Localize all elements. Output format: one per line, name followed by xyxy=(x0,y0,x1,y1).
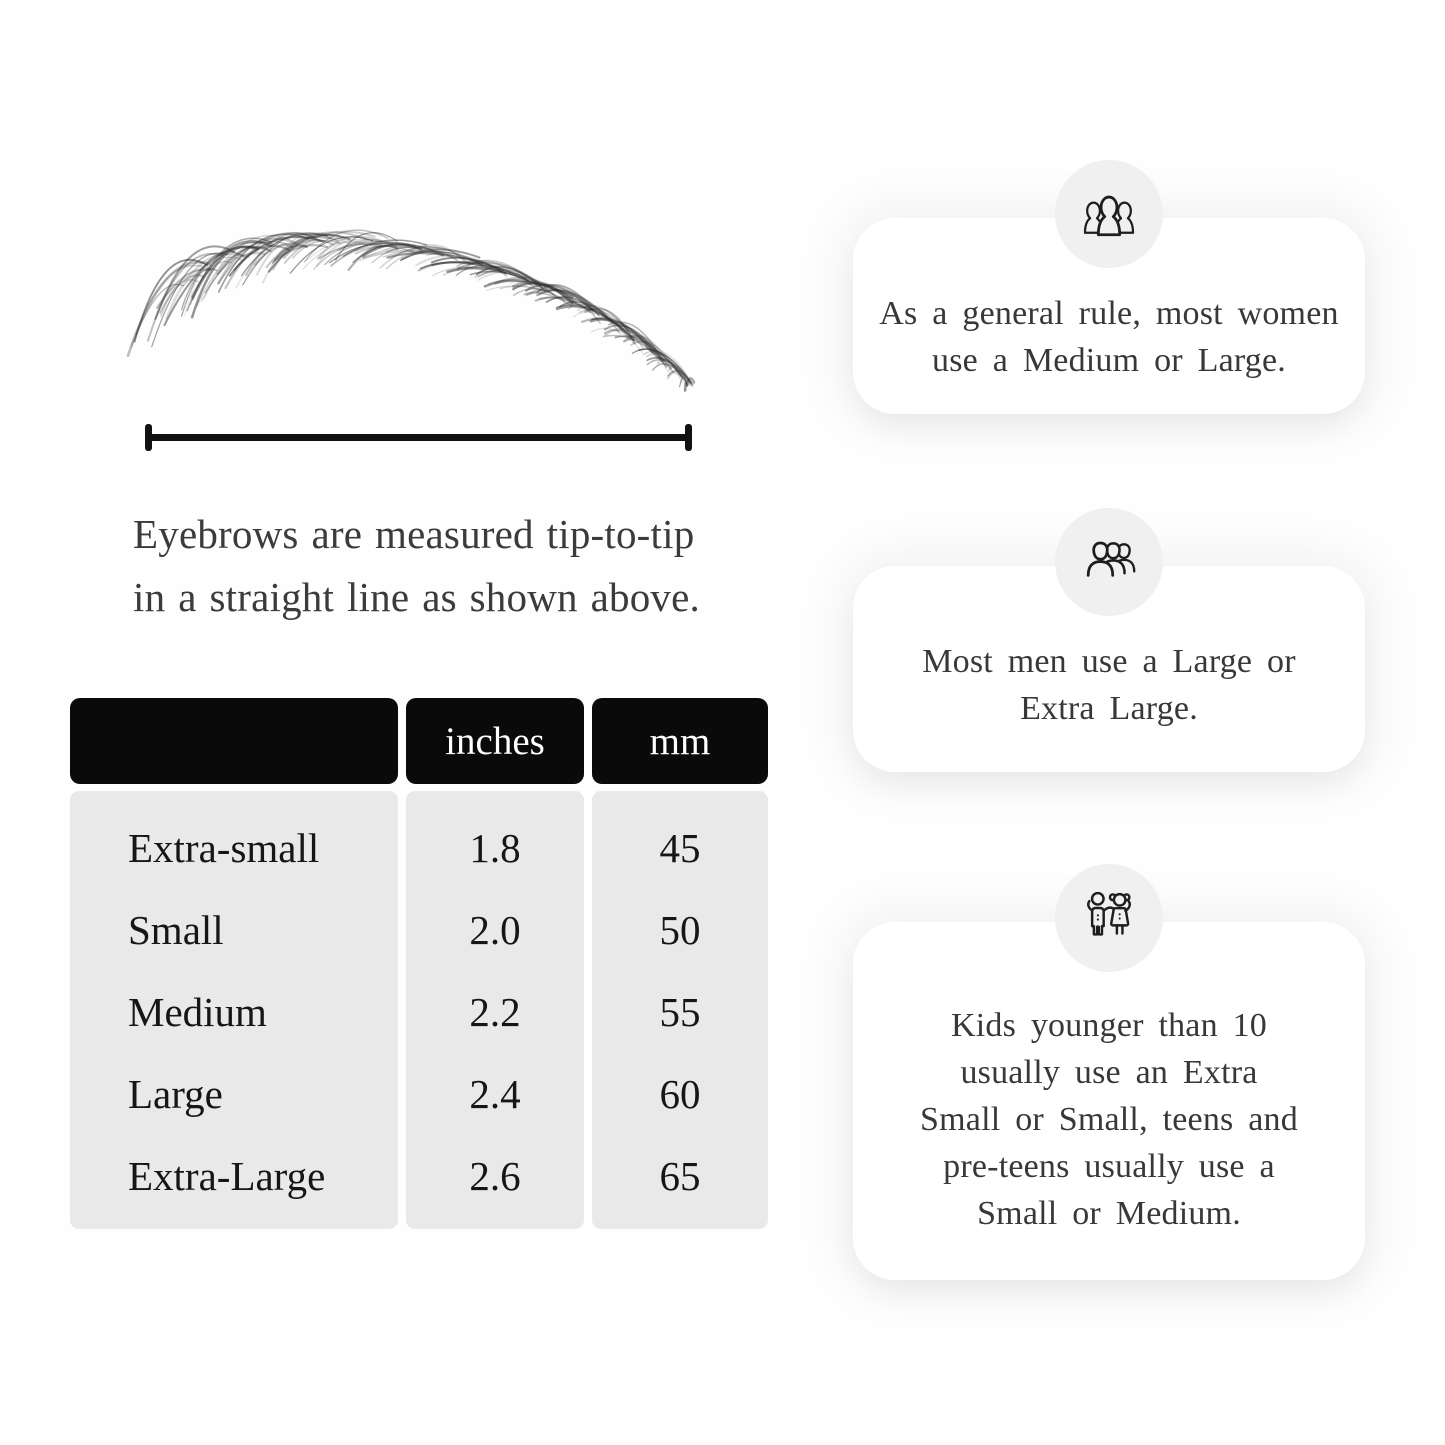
inches-value: 2.6 xyxy=(469,1153,521,1199)
info-card-men xyxy=(853,566,1365,772)
mm-value: 60 xyxy=(659,1071,701,1117)
eyebrow-drawing xyxy=(114,226,704,416)
card-kids-line-4: pre-teens usually use a xyxy=(943,1148,1275,1185)
card-men-line-1: Most men use a Large or xyxy=(922,643,1296,680)
size-row-label: Extra-Large xyxy=(128,1153,326,1199)
header-cell-inches: inches xyxy=(406,698,584,784)
size-table-header xyxy=(70,698,768,784)
mm-column xyxy=(592,791,768,1229)
card-men-line-2: Extra Large. xyxy=(1020,690,1198,727)
caption-line-2: in a straight line as shown above. xyxy=(133,574,700,620)
header-cell-empty xyxy=(70,698,398,784)
eyebrow-illustration xyxy=(114,226,704,416)
card-women-line-2: use a Medium or Large. xyxy=(932,342,1286,379)
inches-column xyxy=(406,791,584,1229)
card-kids-line-3: Small or Small, teens and xyxy=(920,1101,1298,1138)
card-kids-line-5: Small or Medium. xyxy=(977,1195,1241,1232)
right-tick xyxy=(685,424,692,451)
size-row-label: Medium xyxy=(128,989,267,1035)
children-icon-svg xyxy=(1077,886,1141,950)
inches-value: 2.0 xyxy=(469,907,521,953)
inches-value: 2.2 xyxy=(469,989,521,1035)
inches-value: 1.8 xyxy=(469,825,521,871)
size-table xyxy=(70,698,768,1229)
inches-value: 2.4 xyxy=(469,1071,521,1117)
header-cell-mm: mm xyxy=(592,698,768,784)
size-label-column xyxy=(70,791,398,1229)
caption-line-1: Eyebrows are measured tip-to-tip xyxy=(133,511,695,557)
mm-value: 45 xyxy=(659,825,701,871)
size-row-label: Extra-small xyxy=(128,825,320,871)
children-icon xyxy=(1055,864,1163,972)
card-kids-line-1: Kids younger than 10 xyxy=(950,1007,1268,1044)
mm-value: 55 xyxy=(659,989,701,1035)
info-card-kids xyxy=(853,922,1365,1280)
women-group-icon-svg xyxy=(1077,182,1141,246)
measurement-caption xyxy=(133,503,700,629)
size-row-label: Small xyxy=(128,907,224,953)
measurement-line xyxy=(147,434,690,441)
mm-value: 65 xyxy=(659,1153,701,1199)
info-card-women xyxy=(853,218,1365,414)
women-group-icon xyxy=(1055,160,1163,268)
card-kids-line-2: usually use an Extra xyxy=(960,1054,1258,1091)
left-tick xyxy=(145,424,152,451)
card-women-line-1: As a general rule, most women xyxy=(879,295,1339,332)
size-row-label: Large xyxy=(128,1071,223,1117)
size-table-body xyxy=(70,791,768,1229)
men-group-icon xyxy=(1055,508,1163,616)
mm-value: 50 xyxy=(659,907,701,953)
men-group-icon-svg xyxy=(1077,530,1141,594)
